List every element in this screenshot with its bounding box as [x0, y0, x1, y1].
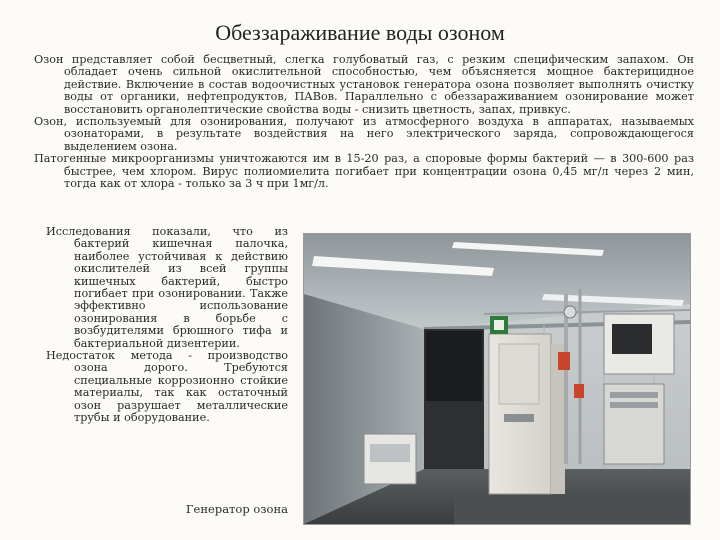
ozone-generator-photo: [303, 233, 691, 525]
paragraph: Недостаток метода - производство озона дорого. Требуются специальные коррозионно стойкие материалы, так как остаточный озон разрушает металлические трубы и оборудование.: [46, 349, 288, 425]
left-column-text: [46, 226, 288, 425]
paragraph: Исследования показали, что из бактерий кишечная палочка, наиболее устойчивая к действию окислителей из всей группы кишечных бактерий, быстро погибает при озонировании. Также эффективно использование озонирования в борьбе с возбудителями брюшного тифа и бактериальной дизентерии.: [46, 225, 288, 350]
page-title: Обеззараживание воды озоном: [215, 20, 505, 45]
paragraph: Патогенные микроорганизмы уничтожаются им в 15-20 раз, а споровые формы бактерий — в 300-600 раз быстрее, чем хлором. Вирус полиомиелита погибает при концентрации озона 0,45 мг/л через 2 мин, тогда как от хлора - только за 3 ч при 1мг/л.: [34, 152, 694, 191]
paragraph: Озон, используемый для озонирования, получают из атмосферного воздуха в аппаратах, называемых озонаторами, в результате воздействия на него электрического заряда, сопровождающегося выделением озона.: [34, 115, 694, 153]
photo-caption: Генератор озона: [185, 502, 288, 516]
intro-text: [34, 54, 694, 190]
paragraph: Озон представляет собой бесцветный, слегка голубоватый газ, с резким специфическим запахом. Он обладает очень сильной окислительной способностью, чем объясняется мощное бактерицидное действие. Включение в состав водоочистных установок генератора озона позволяет выполнять очистку воды от органики, нефтепродуктов, ПАВов. Параллельно с обеззараживанием озонирование может восстановить органолептические свойства воды - снизить цветность, запах, привкус.: [34, 53, 694, 116]
